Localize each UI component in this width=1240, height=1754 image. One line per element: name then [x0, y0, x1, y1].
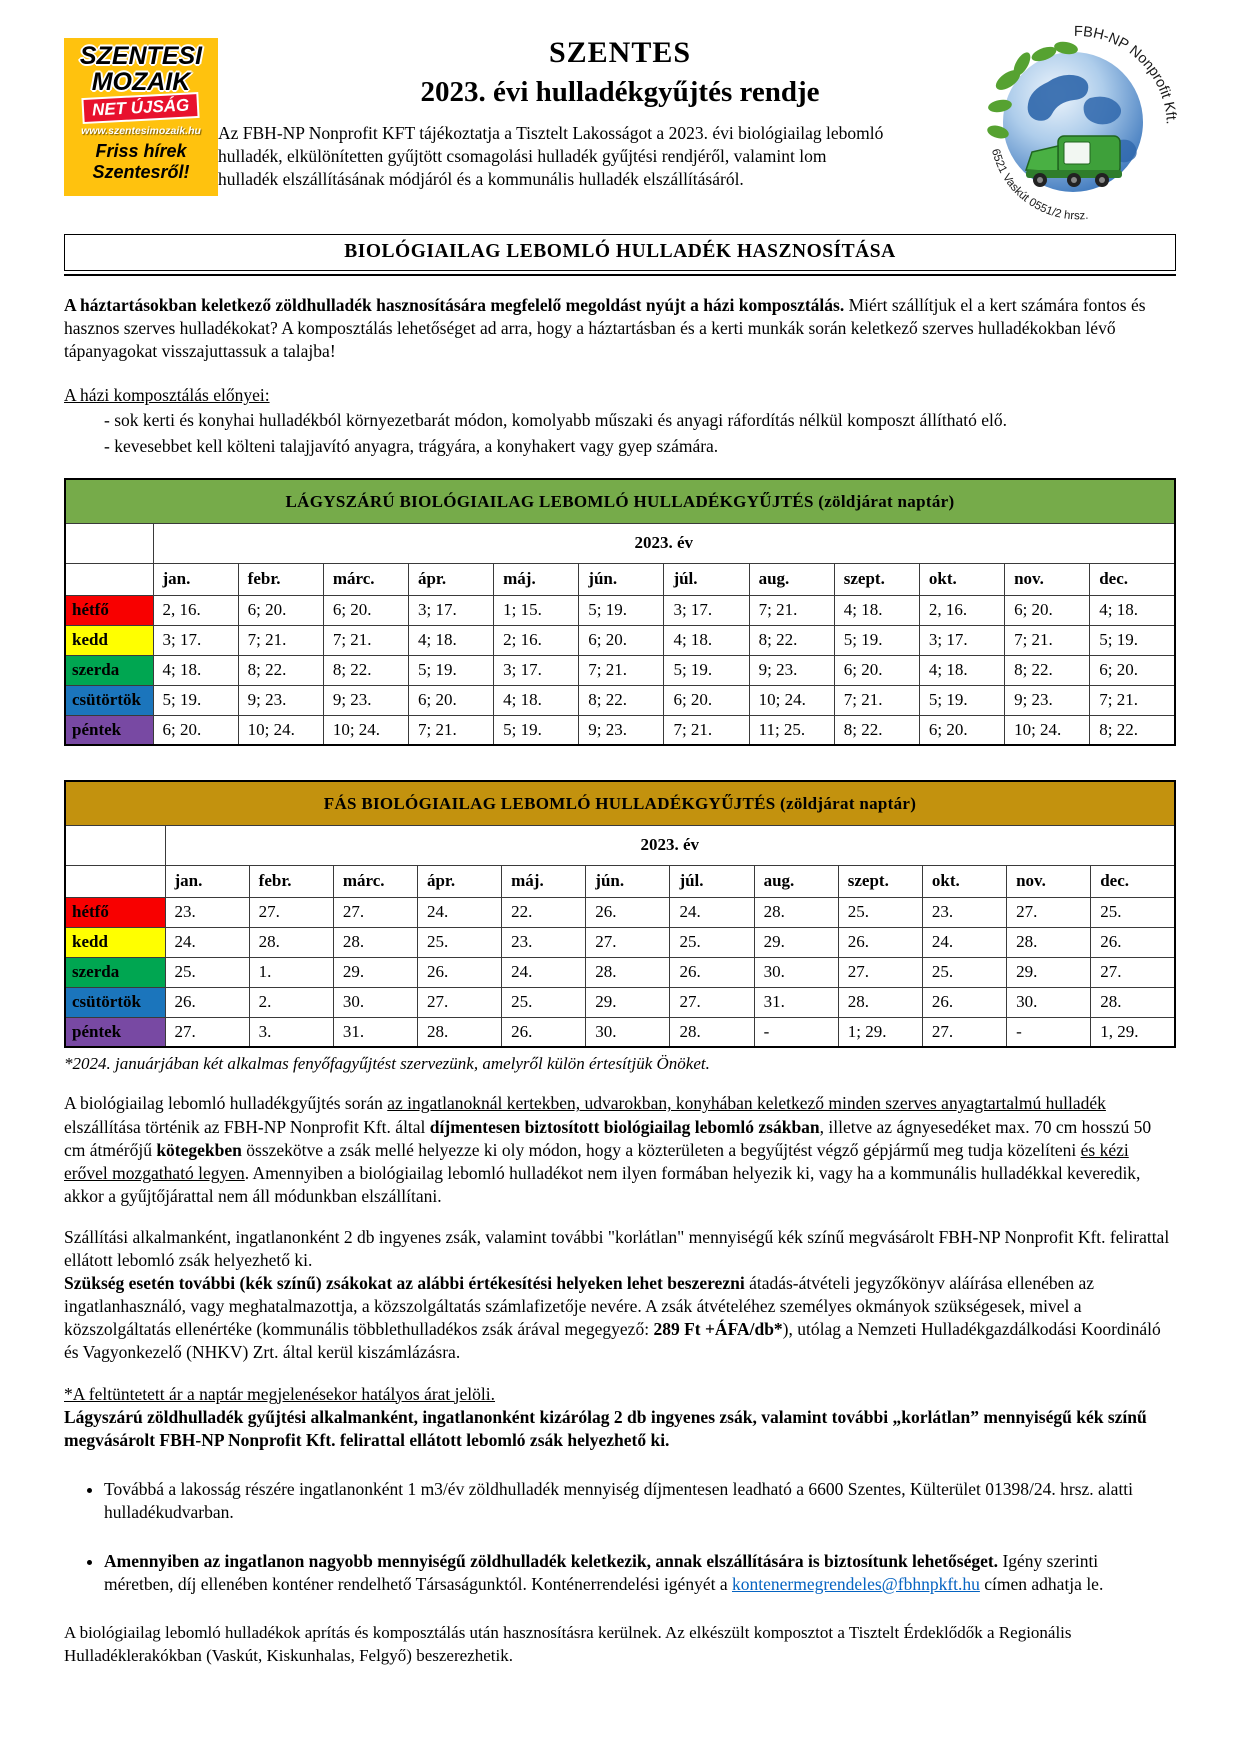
- date-cell: 9; 23.: [579, 715, 664, 745]
- date-cell: 28.: [838, 987, 922, 1017]
- date-cell: 27.: [417, 987, 501, 1017]
- date-cell: 29.: [754, 927, 838, 957]
- date-cell: 7; 21.: [323, 625, 408, 655]
- soft-stem-calendar-table: [64, 478, 1176, 746]
- date-cell: 10; 24.: [323, 715, 408, 745]
- month-header: okt.: [919, 563, 1004, 595]
- month-header: dec.: [1091, 865, 1175, 897]
- month-header: nov.: [1005, 563, 1090, 595]
- date-cell: 25.: [502, 987, 586, 1017]
- date-cell: 5; 19.: [664, 655, 749, 685]
- date-cell: 3.: [249, 1017, 333, 1047]
- date-cell: 1, 29.: [1091, 1017, 1175, 1047]
- date-cell: 6; 20.: [919, 715, 1004, 745]
- date-cell: 11; 25.: [749, 715, 834, 745]
- month-header: márc.: [333, 865, 417, 897]
- section-title: BIOLÓGIAILAG LEBOMLÓ HULLADÉK HASZNOSÍTÁSA: [64, 234, 1176, 271]
- year-label: 2023. év: [153, 523, 1175, 563]
- blank-corner-cell: [65, 563, 153, 595]
- date-cell: 29.: [586, 987, 670, 1017]
- date-cell: 25.: [838, 897, 922, 927]
- month-header: jan.: [165, 865, 249, 897]
- bullet-list: [86, 1478, 1176, 1596]
- date-cell: 25.: [670, 927, 754, 957]
- date-cell: 4; 18.: [153, 655, 238, 685]
- date-cell: 7; 21.: [664, 715, 749, 745]
- date-cell: 8; 22.: [579, 685, 664, 715]
- date-cell: 4; 18.: [1090, 595, 1175, 625]
- date-cell: 9; 23.: [323, 685, 408, 715]
- date-cell: 3; 17.: [153, 625, 238, 655]
- title-subject: 2023. évi hulladékgyűjtés rendje: [420, 76, 820, 108]
- date-cell: 6; 20.: [834, 655, 919, 685]
- advantages-title: A házi komposztálás előnyei:: [64, 385, 270, 406]
- date-cell: 24.: [417, 897, 501, 927]
- date-cell: 24.: [670, 897, 754, 927]
- logo-band-net-ujsag: NET ÚJSÁG: [84, 94, 198, 122]
- bullet-item-container: • Amennyiben az ingatlanon nagyobb mennyiségű zöldhulladék keletkezik, annak elszállítására is biztosítunk lehetőséget. Igény szerinti méretben, díj ellenében konténer rendelhető Társaságunktól. Konténerrendelési igényét a kontenermegrendeles@fbhnpkft.hu címen adhatja le.: [104, 1550, 1176, 1596]
- date-cell: 7; 21.: [1090, 685, 1175, 715]
- calendar-table-title: LÁGYSZÁRÚ BIOLÓGIAILAG LEBOMLÓ HULLADÉKGYŰJTÉS (zöldjárat naptár): [65, 479, 1175, 523]
- date-cell: 30.: [586, 1017, 670, 1047]
- date-cell: 26.: [1091, 927, 1175, 957]
- date-cell: 24.: [922, 927, 1006, 957]
- date-cell: 4; 18.: [408, 625, 493, 655]
- date-cell: 6; 20.: [579, 625, 664, 655]
- date-cell: 2; 16.: [494, 625, 579, 655]
- day-label-pentek: péntek: [65, 715, 153, 745]
- date-cell: 8; 22.: [323, 655, 408, 685]
- date-cell: 6; 20.: [153, 715, 238, 745]
- date-cell: 5; 19.: [834, 625, 919, 655]
- month-header: dec.: [1090, 563, 1175, 595]
- date-cell: 4; 18.: [919, 655, 1004, 685]
- date-cell: 6; 20.: [408, 685, 493, 715]
- date-cell: 24.: [165, 927, 249, 957]
- date-cell: 27.: [249, 897, 333, 927]
- date-cell: 6; 20.: [323, 595, 408, 625]
- logo-line-mozaik: MOZAIK: [91, 67, 191, 96]
- date-cell: 23.: [502, 927, 586, 957]
- date-cell: 9; 23.: [238, 685, 323, 715]
- date-cell: 3; 17.: [494, 655, 579, 685]
- month-header: aug.: [749, 563, 834, 595]
- date-cell: 5; 19.: [153, 685, 238, 715]
- date-cell: 8; 22.: [749, 625, 834, 655]
- day-label-hetfo: hétfő: [65, 595, 153, 625]
- date-cell: 9; 23.: [1005, 685, 1090, 715]
- date-cell: 27.: [670, 987, 754, 1017]
- compost-lead-rest: Miért szállítjuk el a kert számára fontos és hasznos szerves hulladékokat? A komposztálás lehetőséget ad arra, hogy a háztartásban és a kerti munkák során keletkező szerves hulladékokban lévő tápanyagokat visszajuttassuk a talajba!: [64, 295, 1146, 362]
- date-cell: 31.: [754, 987, 838, 1017]
- month-header: júl.: [670, 865, 754, 897]
- advantage-item: - sok kerti és konyhai hulladékból környezetbarát módon, komolyabb műszaki és anyagi ráfordítás nélkül komposzt állítható elő.: [104, 410, 1007, 431]
- date-cell: 27.: [922, 1017, 1006, 1047]
- date-cell: 30.: [333, 987, 417, 1017]
- price-note-paragraph: *A feltüntetett ár a naptár megjelenésekor hatályos árat jelöli. Lágyszárú zöldhulladék gyűjtési alkalmanként, ingatlanonként kizárólag 2 db ingyenes zsák, valamint további „korlátlan” mennyiségű kék színű megvásárolt FBH-NP Nonprofit Kft. felirattal ellátott lebomló zsák helyezhető ki.: [64, 1383, 1147, 1450]
- date-cell: 4; 18.: [494, 685, 579, 715]
- date-cell: 22.: [502, 897, 586, 927]
- date-cell: 6; 20.: [238, 595, 323, 625]
- closing-paragraph: A biológiailag lebomló hulladékok aprítás és komposztálás után hasznosításra kerülnek. Az elkészült komposztot a Tisztelt Érdeklődők a Regionális Hulladéklerakókban (Vaskút, Kiskunhalas, Felgyő) beszerezhetik.: [64, 1623, 1072, 1666]
- date-cell: 2.: [249, 987, 333, 1017]
- date-cell: 7; 21.: [749, 595, 834, 625]
- date-cell: 25.: [1091, 897, 1175, 927]
- date-cell: 1; 15.: [494, 595, 579, 625]
- date-cell: 10; 24.: [749, 685, 834, 715]
- month-header: szept.: [834, 563, 919, 595]
- month-header: ápr.: [417, 865, 501, 897]
- woody-calendar-table: [64, 780, 1176, 1048]
- date-cell: 4; 18.: [664, 625, 749, 655]
- day-label-kedd: kedd: [65, 927, 165, 957]
- header: [64, 23, 1179, 234]
- pine-tree-footnote: *2024. januárjában két alkalmas fenyőfagyűjtést szervezünk, amelyről külön értesítjük Önöket.: [64, 1054, 710, 1074]
- date-cell: 26.: [838, 927, 922, 957]
- calendar-table-title: FÁS BIOLÓGIAILAG LEBOMLÓ HULLADÉKGYŰJTÉS (zöldjárat naptár): [65, 781, 1175, 825]
- date-cell: 27.: [333, 897, 417, 927]
- date-cell: 8; 22.: [834, 715, 919, 745]
- date-cell: 23.: [165, 897, 249, 927]
- date-cell: 8; 22.: [1005, 655, 1090, 685]
- compost-paragraph: [64, 294, 1176, 363]
- day-label-csutortok: csütörtök: [65, 987, 165, 1017]
- intro-paragraph: Az FBH-NP Nonprofit KFT tájékoztatja a Tisztelt Lakosságot a 2023. évi biológiailag lebomló hulladék, elkülönítetten gyűjtött csomagolási hulladék gyűjtési rendjéről, valamint lom hulladék elszállításának módjáról és a kommunális hulladék elszállításáról.: [218, 123, 884, 189]
- compost-lead-bold: A háztartásokban keletkező zöldhulladék hasznosítására megfelelő megoldást nyújt a házi komposztálás.: [64, 295, 845, 315]
- date-cell: 5; 19.: [919, 685, 1004, 715]
- date-cell: 28.: [249, 927, 333, 957]
- logo-tagline: Friss hírek Szentesről!: [92, 141, 190, 182]
- date-cell: 28.: [417, 1017, 501, 1047]
- date-cell: 7; 21.: [1005, 625, 1090, 655]
- date-cell: 31.: [333, 1017, 417, 1047]
- month-header: jún.: [586, 865, 670, 897]
- logo-line-szentesi: SZENTESI: [79, 42, 203, 70]
- blank-corner-cell: [65, 825, 165, 865]
- date-cell: 5; 19.: [408, 655, 493, 685]
- month-header: okt.: [922, 865, 1006, 897]
- date-cell: 1; 29.: [838, 1017, 922, 1047]
- date-cell: 23.: [922, 897, 1006, 927]
- date-cell: 25.: [165, 957, 249, 987]
- date-cell: 26.: [165, 987, 249, 1017]
- day-label-csutortok: csütörtök: [65, 685, 153, 715]
- month-header: szept.: [838, 865, 922, 897]
- month-header: febr.: [238, 563, 323, 595]
- date-cell: 2, 16.: [919, 595, 1004, 625]
- date-cell: 30.: [754, 957, 838, 987]
- day-label-szerda: szerda: [65, 655, 153, 685]
- date-cell: 10; 24.: [238, 715, 323, 745]
- date-cell: 27.: [586, 927, 670, 957]
- date-cell: 8; 22.: [1090, 715, 1175, 745]
- blank-corner-cell: [65, 865, 165, 897]
- date-cell: 28.: [333, 927, 417, 957]
- logo-arc-bottom-text: 6521 Vaskút 0551/2 hrsz.: [989, 147, 1089, 223]
- date-cell: 28.: [1007, 927, 1091, 957]
- date-cell: 25.: [922, 957, 1006, 987]
- date-cell: 27.: [1091, 957, 1175, 987]
- date-cell: -: [1007, 1017, 1091, 1047]
- blank-corner-cell: [65, 523, 153, 563]
- day-label-kedd: kedd: [65, 625, 153, 655]
- month-header: nov.: [1007, 865, 1091, 897]
- date-cell: 27.: [165, 1017, 249, 1047]
- date-cell: 4; 18.: [834, 595, 919, 625]
- date-cell: 30.: [1007, 987, 1091, 1017]
- date-cell: 28.: [586, 957, 670, 987]
- month-header: ápr.: [408, 563, 493, 595]
- date-cell: 2, 16.: [153, 595, 238, 625]
- date-cell: 5; 19.: [1090, 625, 1175, 655]
- date-cell: 26.: [502, 1017, 586, 1047]
- date-cell: 28.: [670, 1017, 754, 1047]
- logo-arc-top-text: FBH-NP Nonprofit Kft.: [1073, 23, 1179, 125]
- date-cell: 10; 24.: [1005, 715, 1090, 745]
- logo-url: www.szentesimozaik.hu: [81, 125, 201, 137]
- date-cell: 7; 21.: [834, 685, 919, 715]
- date-cell: 25.: [417, 927, 501, 957]
- advantage-item: - kevesebbet kell költeni talajjavító anyagra, trágyára, a konyhakert vagy gyep számára.: [104, 436, 719, 457]
- day-label-hetfo: hétfő: [65, 897, 165, 927]
- date-cell: -: [754, 1017, 838, 1047]
- month-header: jún.: [579, 563, 664, 595]
- month-header: jan.: [153, 563, 238, 595]
- date-cell: 28.: [1091, 987, 1175, 1017]
- month-header: júl.: [664, 563, 749, 595]
- bags-paragraph: Szállítási alkalmanként, ingatlanonként 2 db ingyenes zsák, valamint további "korlátlan" mennyiségű kék színű megvásárolt FBH-NP Nonprofit Kft. felirattal ellátott lebomló zsák helyezhető ki. Szükség esetén további (kék színű) zsákokat az alábbi értékesítési helyeken lehet beszerezni átadás-átvételi jegyzőkönyv aláírása ellenében az ingatlanhasználó, vagy meghatalmazottja, a közszolgáltatás számlafizetője nevére. A zsák átvételéhez személyes okmányok szükségesek, mivel a közszolgáltatás ellenértéke (kommunális többlethulladékos zsák árával megegyező: 289 Ft +ÁFA/db*), utólag a Nemzeti Hulladékgazdálkodási Koordináló és Vagyonkezelő (NHKV) Zrt. által kerül kiszámlázásra.: [64, 1226, 1170, 1363]
- date-cell: 27.: [838, 957, 922, 987]
- date-cell: 3; 17.: [408, 595, 493, 625]
- date-cell: 7; 21.: [238, 625, 323, 655]
- day-label-pentek: péntek: [65, 1017, 165, 1047]
- date-cell: 5; 19.: [494, 715, 579, 745]
- date-cell: 7; 21.: [579, 655, 664, 685]
- date-cell: 1.: [249, 957, 333, 987]
- month-header: máj.: [502, 865, 586, 897]
- date-cell: 6; 20.: [1090, 655, 1175, 685]
- month-header: márc.: [323, 563, 408, 595]
- date-cell: 6; 20.: [664, 685, 749, 715]
- bullet-item-yard: • Továbbá a lakosság részére ingatlanonként 1 m3/év zöldhulladék mennyiség díjmentesen leadható a 6600 Szentes, Külterület 01398/24. hrsz. alatti hulladékudvarban.: [104, 1478, 1176, 1524]
- date-cell: 26.: [922, 987, 1006, 1017]
- date-cell: 26.: [417, 957, 501, 987]
- month-header: aug.: [754, 865, 838, 897]
- date-cell: 3; 17.: [919, 625, 1004, 655]
- date-cell: 7; 21.: [408, 715, 493, 745]
- date-cell: 24.: [502, 957, 586, 987]
- date-cell: 3; 17.: [664, 595, 749, 625]
- date-cell: 5; 19.: [579, 595, 664, 625]
- date-cell: 29.: [1007, 957, 1091, 987]
- email-link[interactable]: kontenermegrendeles@fbhnpkft.hu: [731, 1574, 980, 1595]
- month-header: febr.: [249, 865, 333, 897]
- date-cell: 28.: [754, 897, 838, 927]
- date-cell: 26.: [670, 957, 754, 987]
- year-label: 2023. év: [165, 825, 1175, 865]
- date-cell: 26.: [586, 897, 670, 927]
- date-cell: 29.: [333, 957, 417, 987]
- fbh-np-logo: [970, 20, 1182, 232]
- section-rule: [64, 274, 1176, 276]
- date-cell: 9; 23.: [749, 655, 834, 685]
- date-cell: 6; 20.: [1005, 595, 1090, 625]
- date-cell: 27.: [1007, 897, 1091, 927]
- title-city: SZENTES: [548, 36, 692, 69]
- collection-rules-paragraph: A biológiailag lebomló hulladékgyűjtés során az ingatlanoknál kertekben, udvarokban, konyhában keletkező minden szerves anyagtartalmú hulladék elszállítása történik az FBH-NP Nonprofit Kft. által díjmentesen biztosított biológiailag lebomló zsákban, illetve az ágnyesedéket max. 70 cm hosszú 50 cm átmérőjű kötegekben összekötve a zsák mellé helyezze ki oly módon, hogy a közterületen a begyűjtést végző gépjármű meg tudja közelíteni és kézi erővel mozgatható legyen. Amennyiben a biológiailag lebomló hulladékot nem ilyen formában helyezik ki, vagy ha a kommunális hulladékkal keveredik, akkor a gyűjtőjárattal nem áll módunkban elszállítani.: [64, 1093, 1152, 1206]
- date-cell: 8; 22.: [238, 655, 323, 685]
- day-label-szerda: szerda: [65, 957, 165, 987]
- month-header: máj.: [494, 563, 579, 595]
